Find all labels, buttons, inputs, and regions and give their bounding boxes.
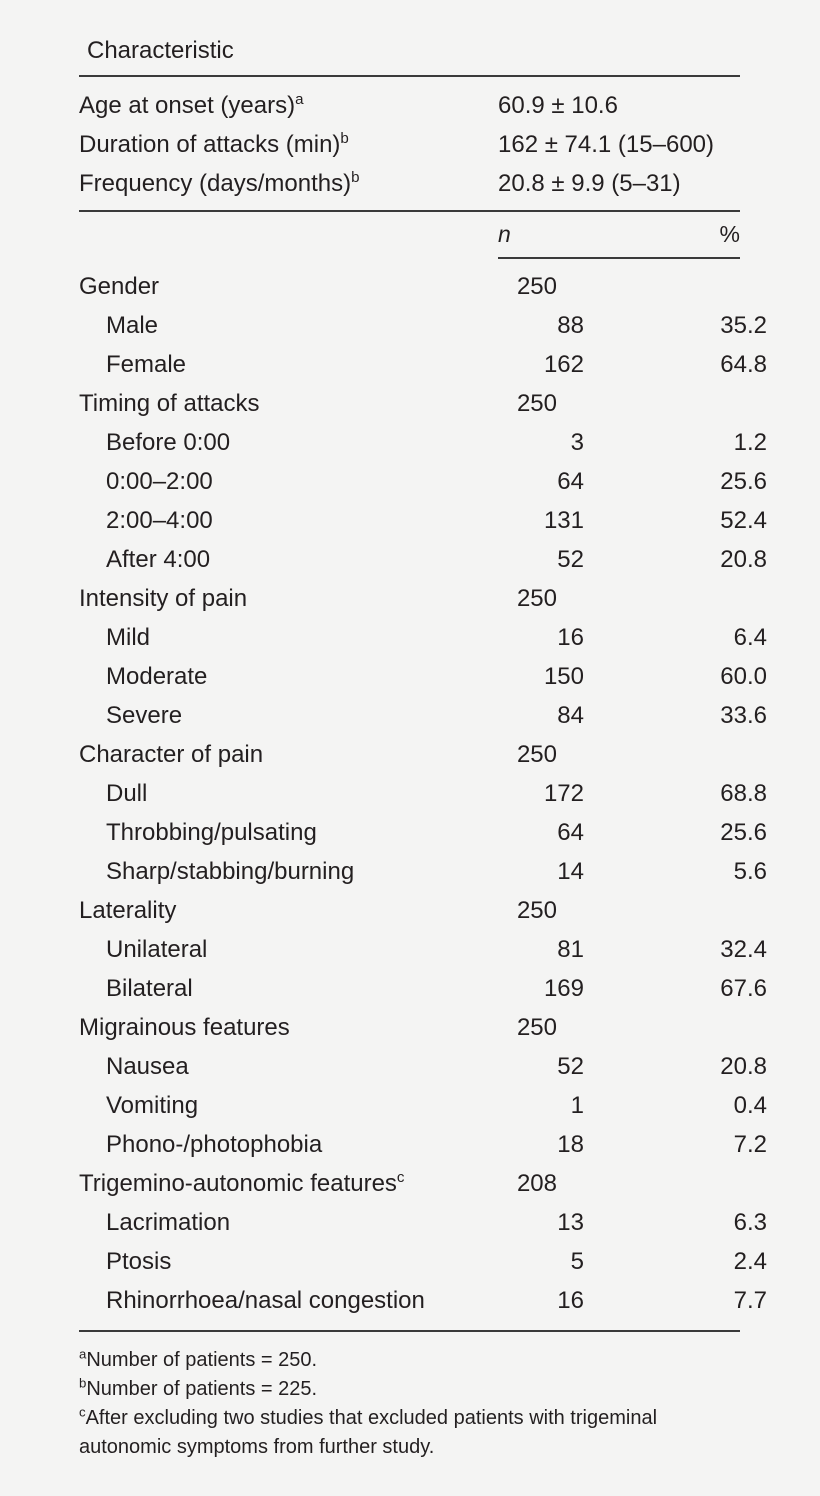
- table-cell-percent: 67.6: [720, 975, 767, 1002]
- footnote-text: After excluding two studies that excluded patients with trigeminal autonomic symptoms from further study.: [79, 1407, 658, 1458]
- table-row: [79, 774, 767, 813]
- table-cell-n: 64: [557, 468, 584, 495]
- summary-row-label: [79, 164, 498, 203]
- summary-row: [79, 164, 740, 203]
- table-cell-percent: 20.8: [720, 1053, 767, 1080]
- table-row: [79, 969, 767, 1008]
- table-row-label-text: Throbbing/pulsating: [106, 819, 317, 846]
- table-row-sublabel: [79, 1242, 525, 1281]
- table-cell-n: 250: [516, 390, 557, 417]
- column-header-row: [79, 212, 740, 257]
- table-row-label-text: Before 0:00: [106, 429, 231, 456]
- table-row: [79, 384, 740, 423]
- table-row-label-text: Gender: [79, 273, 160, 300]
- table-cell-n: 250: [516, 1014, 557, 1041]
- table-row-sublabel: [79, 657, 525, 696]
- table-cell-percent: 5.6: [733, 858, 767, 885]
- table-row: [79, 657, 767, 696]
- footnote: [79, 1375, 745, 1404]
- table-body: [79, 259, 767, 1330]
- table-row-sublabel: [79, 696, 525, 735]
- table-row-label: [79, 384, 498, 423]
- table-cell-percent: 68.8: [720, 780, 767, 807]
- table-row-sublabel: [79, 930, 525, 969]
- summary-row-value: 60.9 ± 10.6: [498, 92, 618, 119]
- summary-row: [79, 125, 740, 164]
- summary-label-text: Frequency (days/months): [79, 170, 352, 197]
- summary-stats-block: [79, 77, 740, 210]
- table-row-sublabel: [79, 969, 525, 1008]
- table-cell-n: 250: [516, 273, 557, 300]
- table-cell-n: 52: [557, 546, 584, 573]
- table-row: [79, 1125, 767, 1164]
- column-header-percent: %: [719, 221, 740, 247]
- table-cell-percent: 32.4: [720, 936, 767, 963]
- footnote-marker: a: [295, 91, 304, 108]
- table-row-label-text: Ptosis: [106, 1248, 172, 1275]
- table-row-label-text: Moderate: [106, 663, 208, 690]
- table-row-label-text: Lacrimation: [106, 1209, 231, 1236]
- table-cell-n: 88: [557, 312, 584, 339]
- summary-row: [79, 86, 740, 125]
- table-cell-n: 18: [557, 1131, 584, 1158]
- table-row: [79, 618, 767, 657]
- table-row-label-text: Timing of attacks: [79, 390, 260, 417]
- footnote-text: Number of patients = 250.: [86, 1349, 318, 1371]
- footnotes-block: [79, 1332, 745, 1462]
- table-row: [79, 1242, 767, 1281]
- table-row-label-text: Severe: [106, 702, 183, 729]
- table-row-label-text: Mild: [106, 624, 151, 651]
- table-row-sublabel: [79, 618, 525, 657]
- table-row-label-text: Vomiting: [106, 1092, 199, 1119]
- table-row: [79, 462, 767, 501]
- summary-row-label: [79, 125, 498, 164]
- table-row: [79, 267, 740, 306]
- table-row-sublabel: [79, 540, 525, 579]
- table-row-label-text: Unilateral: [106, 936, 208, 963]
- table-cell-n: 13: [557, 1209, 584, 1236]
- table-row-sublabel: [79, 423, 525, 462]
- table-row-label-text: Female: [106, 351, 187, 378]
- table-row-label-text: Nausea: [106, 1053, 189, 1080]
- table-cell-percent: 1.2: [733, 429, 767, 456]
- footnote-marker: a: [79, 1346, 87, 1362]
- table-cell-percent: 20.8: [720, 546, 767, 573]
- table-row-label-text: Migrainous features: [79, 1014, 290, 1041]
- table-row-label-text: 2:00–4:00: [106, 507, 213, 534]
- table-row-sublabel: [79, 501, 525, 540]
- table-row: [79, 696, 767, 735]
- table-row-label-text: Sharp/stabbing/burning: [106, 858, 355, 885]
- column-header-rule: [498, 257, 740, 259]
- footnote-marker: b: [351, 169, 360, 186]
- table-row: [79, 345, 767, 384]
- table-row-sublabel: [79, 1125, 525, 1164]
- table-row: [79, 930, 767, 969]
- table-row-label: [79, 735, 498, 774]
- table-cell-n: 14: [557, 858, 584, 885]
- footnote: [79, 1404, 745, 1462]
- table-cell-percent: 33.6: [720, 702, 767, 729]
- column-header-n: n: [498, 221, 511, 247]
- table-cell-percent: 6.4: [733, 624, 767, 651]
- table-row: [79, 1047, 767, 1086]
- table-cell-n: 169: [543, 975, 584, 1002]
- table-cell-n: 16: [557, 624, 584, 651]
- table-cell-percent: 6.3: [733, 1209, 767, 1236]
- table-cell-percent: 7.7: [733, 1287, 767, 1314]
- table-row: [79, 1086, 767, 1125]
- table-cell-n: 64: [557, 819, 584, 846]
- characteristics-table: [79, 0, 767, 1462]
- table-row-label-text: Rhinorrhoea/nasal congestion: [106, 1287, 425, 1314]
- table-row: [79, 1203, 767, 1242]
- table-row-label-text: 0:00–2:00: [106, 468, 213, 495]
- table-row: [79, 813, 767, 852]
- footnote: [79, 1346, 745, 1375]
- table-row-label-text: Dull: [106, 780, 148, 807]
- table-cell-percent: 64.8: [720, 351, 767, 378]
- table-row: [79, 891, 740, 930]
- table-row-sublabel: [79, 1086, 525, 1125]
- table-row-label: [79, 891, 498, 930]
- table-row-label: [79, 579, 498, 618]
- table-row: [79, 1281, 767, 1320]
- table-cell-n: 1: [570, 1092, 584, 1119]
- footnote-marker: c: [396, 1169, 405, 1186]
- table-caption: Characteristic: [87, 37, 234, 64]
- table-row-label: [79, 267, 498, 306]
- table-row-sublabel: [79, 813, 525, 852]
- table-row-sublabel: [79, 1047, 525, 1086]
- table-row-sublabel: [79, 462, 525, 501]
- table-row: [79, 501, 767, 540]
- table-cell-n: 84: [557, 702, 584, 729]
- table-cell-percent: 25.6: [720, 468, 767, 495]
- table-row-label-text: After 4:00: [106, 546, 211, 573]
- table-row-sublabel: [79, 306, 525, 345]
- table-row-label-text: Character of pain: [79, 741, 264, 768]
- table-cell-percent: 52.4: [720, 507, 767, 534]
- table-row-label-text: Bilateral: [106, 975, 193, 1002]
- table-cell-percent: 0.4: [733, 1092, 767, 1119]
- table-cell-n: 81: [557, 936, 584, 963]
- table-row-sublabel: [79, 774, 525, 813]
- table-cell-percent: 2.4: [733, 1248, 767, 1275]
- table-cell-n: 172: [543, 780, 584, 807]
- table-row-label-text: Laterality: [79, 897, 177, 924]
- table-cell-n: 5: [570, 1248, 584, 1275]
- table-row: [79, 423, 767, 462]
- summary-row-value: 20.8 ± 9.9 (5–31): [498, 170, 681, 197]
- table-row-label-text: Intensity of pain: [79, 585, 248, 612]
- table-cell-n: 150: [543, 663, 584, 690]
- table-row: [79, 1164, 740, 1203]
- footnote-marker: b: [340, 130, 349, 147]
- table-cell-n: 250: [516, 741, 557, 768]
- table-row: [79, 1008, 740, 1047]
- table-row: [79, 540, 767, 579]
- table-cell-n: 250: [516, 585, 557, 612]
- table-row: [79, 306, 767, 345]
- table-row-label: [79, 1164, 498, 1203]
- table-row-sublabel: [79, 852, 525, 891]
- footnote-marker: b: [79, 1375, 87, 1391]
- table-row-sublabel: [79, 1281, 525, 1320]
- table-cell-n: 250: [516, 897, 557, 924]
- table-row-label-text: Trigemino-autonomic features: [79, 1170, 397, 1197]
- table-cell-n: 131: [543, 507, 584, 534]
- footnote-text: Number of patients = 225.: [86, 1378, 318, 1400]
- footnote-marker: c: [79, 1404, 86, 1420]
- table-row-sublabel: [79, 1203, 525, 1242]
- table-row: [79, 579, 740, 618]
- summary-label-text: Age at onset (years): [79, 92, 296, 119]
- table-cell-n: 52: [557, 1053, 584, 1080]
- summary-label-text: Duration of attacks (min): [79, 131, 341, 158]
- table-row: [79, 735, 740, 774]
- table-cell-percent: 35.2: [720, 312, 767, 339]
- table-row: [79, 852, 767, 891]
- table-cell-percent: 7.2: [733, 1131, 767, 1158]
- table-cell-n: 16: [557, 1287, 584, 1314]
- table-cell-n: 208: [516, 1170, 557, 1197]
- table-cell-n: 3: [570, 429, 584, 456]
- table-cell-percent: 25.6: [720, 819, 767, 846]
- summary-row-value: 162 ± 74.1 (15–600): [498, 131, 714, 158]
- summary-row-label: [79, 86, 498, 125]
- table-row-label: [79, 1008, 498, 1047]
- table-row-label-text: Male: [106, 312, 159, 339]
- table-row-sublabel: [79, 345, 525, 384]
- table-cell-n: 162: [543, 351, 584, 378]
- table-row-label-text: Phono-/photophobia: [106, 1131, 323, 1158]
- table-cell-percent: 60.0: [720, 663, 767, 690]
